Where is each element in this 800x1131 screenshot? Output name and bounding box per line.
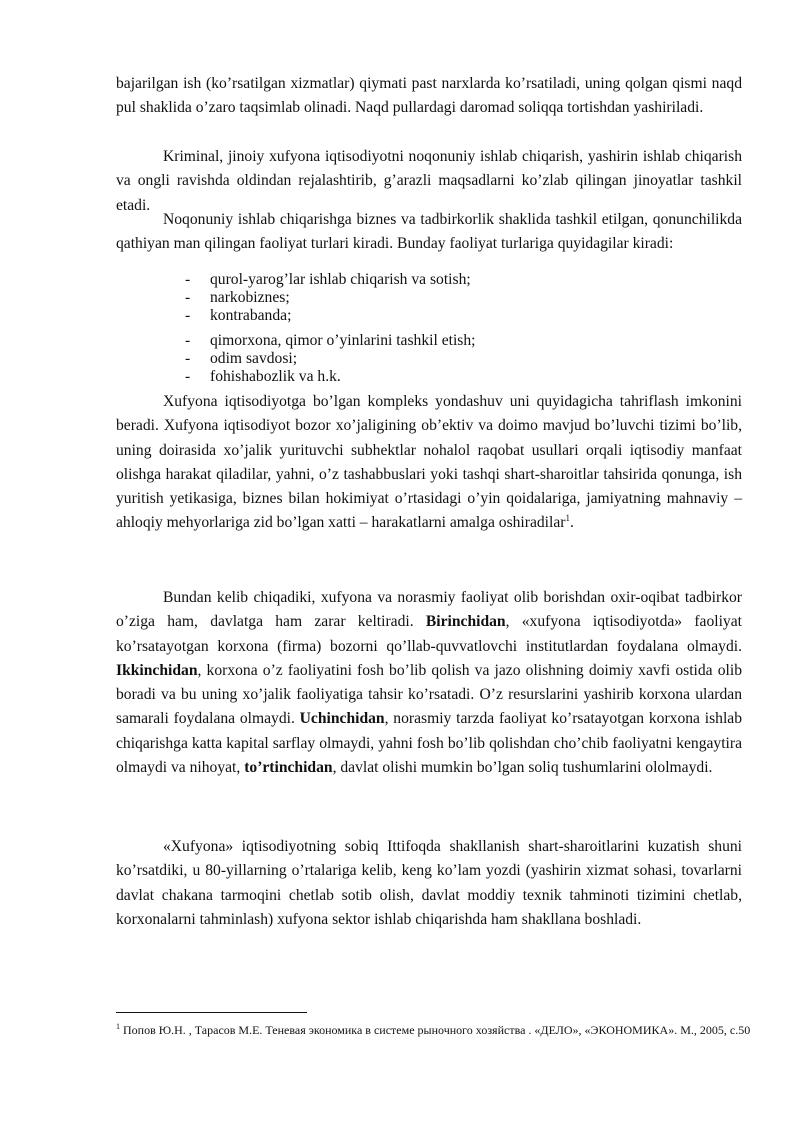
paragraph-consequences: Bundan kelib chiqadiki, xufyona va norasmiy faoliyat olib borishdan oxir-oqibat tadbirkor o’ziga ham, davlatga ham zarar keltiradi. Birinchidan, «xufyona iqtisodiyotda» faoliyat ko’rsatayotgan korxona (firma) bozorni qo’llab-quvvatlovchi institutlardan foydalana olmaydi. Ikkinchidan, korxona o’z faoliyatini fosh bo’lib qolish va jazo olishning doimiy xavfi ostida olib boradi va bu uning xo’jalik faoliyatiga tahsir ko’rsatadi. O’z resurslarini yashirib korxona ulardan samarali foydalana olmaydi. Uchinchidan, norasmiy tarzda faoliyat ko’rsatayotgan korxona ishlab chiqarishga katta kapital sarflay olmaydi, yahni fosh bo’lib qolishdan cho’chib faoliyatni kengaytira olmaydi va nihoyat, to’rtinchidan, davlat olishi mumkin bo’lgan soliq tushumlarini ololmaydi.	[116, 589, 742, 777]
footnote-separator	[116, 1012, 307, 1013]
emphasis-first: Birinchidan	[425, 613, 506, 631]
activity-list-second	[185, 332, 476, 385]
paragraph-illegal-production: Noqonuniy ishlab chiqarishga biznes va tadbirkorlik shaklida tashkil etilgan, qonunchilikda qathiyan man qilingan faoliyat turlari kiradi. Bunday faoliyat turlariga quyidagilar kiradi:	[116, 211, 742, 253]
emphasis-third: Uchinchidan	[299, 710, 385, 728]
list-item: - odim savdosi;	[185, 349, 298, 367]
emphasis-fourth: to’rtinchidan	[244, 759, 333, 777]
list-item: - fohishabozlik va h.k.	[185, 367, 341, 385]
paragraph-definition: Xufyona iqtisodiyotga bo’lgan kompleks yondashuv uni quyidagicha tahriflash imkonini beradi. Xufyona iqtisodiyot bozor xo’jaligining ob’ektiv va doimo mavjud bo’luvchi tizimi bo’lib, uning doirasida xo’jalik yurituvchi subhektlar nohalol raqobat usullari orqali iqtisodiy manfaat olishga harakat qiladilar, yahni, o’z tashabbuslari yoki tashqi shart-sharoitlar tahsirida qonunga, ish yuritish yetikasiga, biznes bilan hokimiyat o’rtasidagi o’yin qoidalariga, jamiyatning mahnaviy – ahloqiy mehyorlariga zid bo’lgan xatti – harakatlarni amalga oshiradilar$^1$.	[116, 393, 742, 532]
paragraph-history: «Xufyona» iqtisodiyotning sobiq Ittifoqda shakllanish shart-sharoitlarini kuzatish shuni ko’rsatdiki, u 80-yillarning o’rtalariga kelib, keng ko’lam yozdi (yashirin xizmat sohasi, tovarlarni davlat chakana tarmoqini chetlab sotib olish, davlat moddiy texnik tahminoti tizimini chetlab, korxonalarni tahminlash) xufyona sektor ishlab chiqarishda ham shakllana boshladi.	[116, 838, 742, 928]
footnote-marker: 1	[116, 1022, 120, 1031]
paragraph-criminal-economy: Kriminal, jinoiy xufyona iqtisodiyotni noqonuniy ishlab chiqarish, yashirin ishlab chiqarish va ongli ravishda oldindan rejalashtirib, g’arazli maqsadlarni ko’zlab qilingan jinoyatlar tashkil etadi.	[116, 148, 742, 214]
list-item: - kontrabanda;	[185, 306, 292, 324]
footnote	[116, 1020, 756, 1040]
list-item: - qurol-yarog’lar ishlab chiqarish va sotish;	[185, 271, 471, 288]
footnote-reference[interactable]: 1	[565, 513, 570, 524]
list-item: - narkobiznes;	[185, 288, 290, 306]
paragraph-continuation: bajarilgan ish (ko’rsatilgan xizmatlar) qiymati past narxlarda ko’rsatiladi, uning qolgan qismi naqd pul shaklida o’zaro taqsimlab olinadi. Naqd pullardagi daromad soliqqa tortishdan yashiriladi.	[116, 75, 742, 117]
list-item: - qimorxona, qimor o’yinlarini tashkil etish;	[185, 332, 476, 349]
emphasis-second: Ikkinchidan	[116, 661, 198, 679]
activity-list-first	[185, 271, 471, 324]
footnote-text: Попов Ю.Н. , Тарасов М.Е. Теневая экономика в системе рыночного хозяйства . «ДЕЛО», «ЭКОНОМИКА». М., 2005, с.50	[120, 1023, 751, 1037]
